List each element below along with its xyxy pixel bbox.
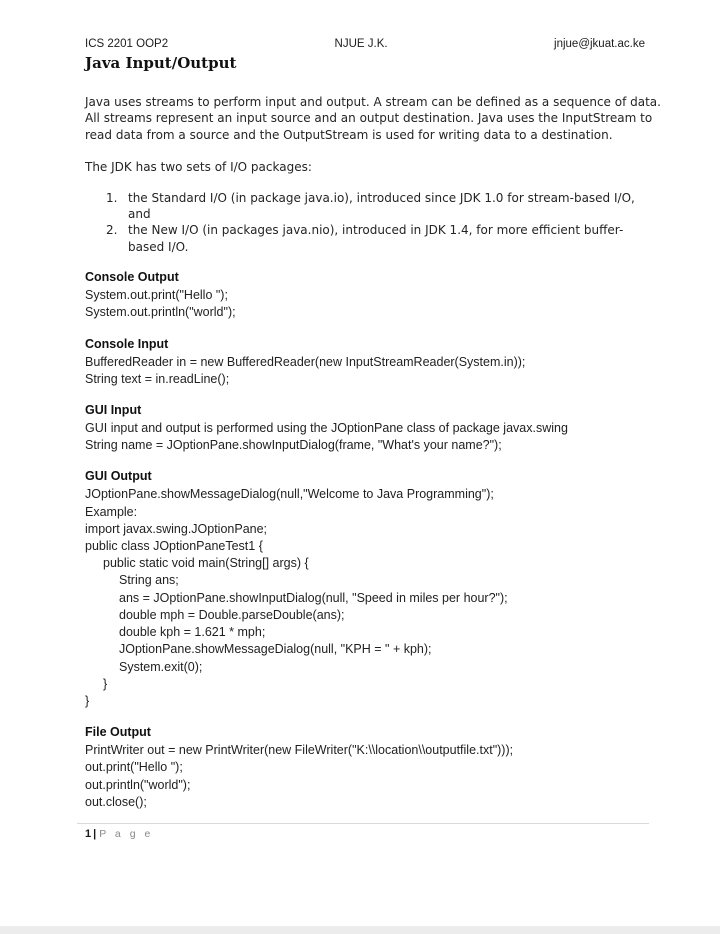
section-heading: Console Output: [85, 270, 179, 285]
section-line: double mph = Double.parseDouble(ans);: [119, 607, 345, 622]
section-line: out.println("world");: [85, 777, 191, 792]
io-packages-list: [85, 190, 657, 256]
section-line: public static void main(String[] args) {: [103, 556, 309, 571]
page-edge-strip: [0, 926, 720, 934]
document-header: [85, 38, 645, 50]
header-course: ICS 2201 OOP2: [85, 38, 169, 50]
section-line: String ans;: [119, 573, 179, 588]
doc-section: [85, 336, 665, 388]
footer-divider: [77, 823, 649, 824]
list-item-text: the New I/O (in packages java.nio), introduced in JDK 1.4, for more efficient buffer-based I/O.: [128, 223, 624, 254]
section-line: System.out.println("world");: [85, 305, 236, 320]
section-line: BufferedReader in = new BufferedReader(new InputStreamReader(System.in));: [85, 354, 526, 369]
section-heading: File Output: [85, 725, 151, 740]
section-line: public class JOptionPaneTest1 {: [85, 539, 263, 554]
section-line: ans = JOptionPane.showInputDialog(null, "Speed in miles per hour?");: [119, 590, 508, 605]
section-line: double kph = 1.621 * mph;: [119, 625, 266, 640]
doc-section: [85, 468, 665, 710]
page-number: 1: [85, 827, 92, 840]
section-line: Example:: [85, 504, 138, 519]
footer-page-label: P a g e: [99, 827, 154, 840]
jdk-packages-intro: The JDK has two sets of I/O packages:: [85, 160, 312, 175]
list-number: 2.: [106, 223, 118, 238]
section-line: JOptionPane.showMessageDialog(null, "KPH = " + kph);: [119, 642, 432, 657]
section-heading: GUI Output: [85, 469, 152, 484]
section-line: }: [103, 676, 108, 691]
page-title: Java Input/Output: [85, 54, 237, 72]
header-author: NJUE J.K.: [334, 38, 388, 50]
page-footer: [85, 828, 660, 840]
section-line: PrintWriter out = new PrintWriter(new FileWriter("K:\\location\\outputfile.txt")));: [85, 743, 514, 758]
io-package-item: [106, 190, 657, 223]
section-line: JOptionPane.showMessageDialog(null,"Welcome to Java Programming");: [85, 487, 494, 502]
section-heading: GUI Input: [85, 403, 142, 418]
section-line: out.close();: [85, 794, 147, 809]
io-package-item: [106, 222, 657, 255]
list-number: 1.: [106, 190, 118, 205]
intro-paragraph: Java uses streams to perform input and output. A stream can be defined as a sequence of data. All streams represent an input source and an output destination. Java uses the InputStream to read data from a source and the OutputStream is used for writing data to a destination.: [85, 95, 661, 142]
section-line: String text = in.readLine();: [85, 371, 230, 386]
doc-section: [85, 724, 665, 811]
section-line: GUI input and output is performed using the JOptionPane class of package javax.swing: [85, 421, 568, 436]
section-line: out.print("Hello ");: [85, 760, 183, 775]
doc-section: [85, 269, 665, 321]
section-line: }: [85, 693, 90, 708]
sections-container: [85, 269, 665, 811]
footer-separator: |: [93, 827, 97, 840]
section-line: System.out.print("Hello ");: [85, 288, 228, 303]
header-email: jnjue@jkuat.ac.ke: [554, 38, 645, 50]
doc-section: [85, 402, 665, 454]
section-heading: Console Input: [85, 336, 169, 351]
section-line: import javax.swing.JOptionPane;: [85, 521, 268, 536]
section-line: String name = JOptionPane.showInputDialog(frame, "What's your name?");: [85, 438, 502, 453]
list-item-text: the Standard I/O (in package java.io), introduced since JDK 1.0 for stream-based I/O, and: [128, 190, 635, 222]
section-line: System.exit(0);: [119, 659, 203, 674]
